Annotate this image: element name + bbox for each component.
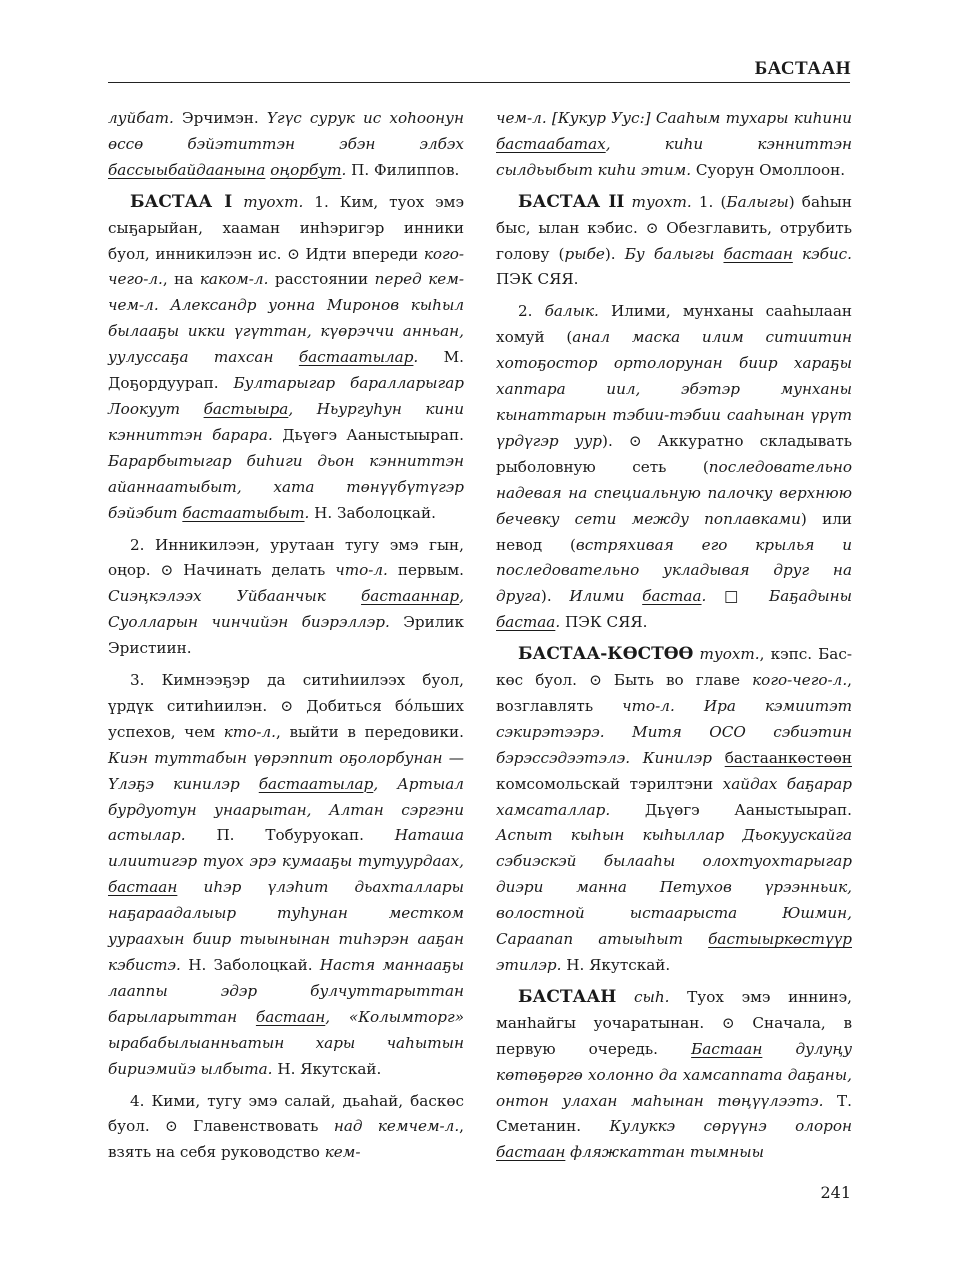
headword: БАСТАА I — [130, 191, 233, 212]
headword: БАСТАА II — [518, 191, 625, 212]
entry-bastaan: БАСТААН сыh. Туох эмэ иннинэ, манhайгы уочаратынан. ⊙ Сначала, в первую очередь. Бастаан дулуңу көтөҕөргө холонно да хамсаппата даҕаны, онтон улахан маhынан төңүүлээтэ. Т. Сметанин. Кулуккэ сөрүүнэ олорон бастаан фляжкаттан тымныы — [496, 986, 853, 1162]
header-rule — [108, 82, 850, 83]
entry-bastaa-kostoo: БАСТАА-КӨСТӨӨ туохт., кэпс. Бас-көс буол. ⊙ Быть во главе кого-чего-л., возглавлять что-л. Ира кэмиитэт сэкирэтээрэ. Митя ОСО сэбиэтин бэрэссэдээтэлэ. Кинилэр бастаанкөстөөн комсомольскай тэрилтэни хайдах баҕарар хамсаталлар. Дьүөгэ Ааныстыырап. Аспыт кыhын кыhыллар Дьокуускайга сэбиэскэй былааhы олохтуохтарыгар диэри манна Петухов үрээнньик, волостной ыстаарыста Юшмин, Сараапап атыыhыт бастыыркөстүүр этилэр. Н. Якутскай. — [496, 644, 852, 974]
page-number: 241 — [820, 1183, 851, 1202]
sense-4: 4. Кими, тугу эмэ салай, дьаhай, баскөс буол. ⊙ Главенствовать над кемчем-л., взять на себя руководство кем- — [108, 1091, 464, 1162]
left-column — [108, 106, 464, 1166]
right-column — [496, 106, 852, 1166]
entry-continuation: луйбат. Эрчимэн. Үгүс сурук ис хоhоонун өссө бэйэтиттэн эбэн элбэх бассыыбайдаанына оңорбут. П. Филиппов. — [108, 109, 464, 179]
headword: БАСТААН — [518, 986, 617, 1007]
entry-bastaa-2: БАСТАА II туохт. 1. (Балыгы) баhын быс, ылан кэбис. ⊙ Обезглавить, отрубить голову (рыбе). Бу балыгы бастаан кэбис. ПЭК СЯЯ. — [496, 191, 852, 289]
entry-bastaa-1: БАСТАА I туохт. 1. Ким, туох эмэ сыҕарыйан, хааман инhэригэр инники буол, инникилээн ис. ⊙ Идти впереди кого-чего-л., на каком-л. расстоянии перед кем-чем-л. Александр уонна Миронов кыhыл былааҕы икки үгүттан, күөрэччи анньан, уулуссаҕа тахсан бастаатылар. М. Доҕордуурап. Бултарыгар баралларыгар Лоокуут бастыыра, Ньургуhун кини кэнниттэн барара. Дьүөгэ Ааныстыырап. Барарбытыгар биhиги дьон кэнниттэн айаннаатыбыт, хата төнүүбүтүгэр бэйэбит бастаатыбыт. Н. Заболоцкай. — [108, 191, 464, 522]
headword: БАСТАА-КӨСТӨӨ — [518, 644, 694, 665]
sense-3: 3. Кимнээҕэр да ситиhиилээх буол, үрдүк ситиhиилэн. ⊙ Добиться бóльших успехов, чем кто-л., выйти в передовики. Киэн туттабын үөрэппит оҕолорбунан — Үлэҕэ кинилэр бастаатылар, Артыал бурдуотун унаарытан, Алтан сэргэни астылар. П. Тобуруокап. Наташа илиитигэр туох эрэ кумааҕы тутуурдаах, бастаан иhэр үлэhит дьахталлары наҕараадалыыр туhунан местком уураахын биир тыынынан тиhэрэн ааҕан кэбистэ. Н. Заболоцкай. Настя маннааҕы лааппы эдэр булчуттарыттан барыларыттан бастаан, «Колымторг» ырабабылыанньатын хары чаhытын бириэмийэ ылбыта. Н. Якутскай. — [108, 671, 464, 1078]
running-head: БАСТААН — [754, 58, 851, 79]
sense-2-fish: 2. балык. Илими, мунханы сааhылаан хомуй (анал маска илим ситиитин хотоҕостор ортолорунан биир хараҕы хаптара иил, эбэтэр мунханы кынаттарын тэбии-тэбии сааhынан үрүт үрдүгэр уур). ⊙ Аккуратно складывать рыболовную сеть (последовательно надевая на специальную палочку верхнюю бечевку сети между поплавками) или невод (встряхивая его крылья и последовательно укладывая друг на друга). Илими бастаа. □ Баҕадыны бастаа. ПЭК СЯЯ. — [496, 302, 852, 632]
sense-2: 2. Инникилээн, урутаан тугу эмэ гын, оңор. ⊙ Начинать делать что-л. первым. Сиэңкэлээх Уйбаанчык бастааннар, Суолларын чинчийэн биэрэллэр. Эрилик Эристиин. — [108, 535, 464, 658]
sense-4-continuation: чем-л. [Кукур Уус:] Сааhым тухары киhини бастаабатах, киhи кэнниттэн сылдьыбыт киhи этим. Суорун Омоллоон. — [496, 109, 852, 179]
